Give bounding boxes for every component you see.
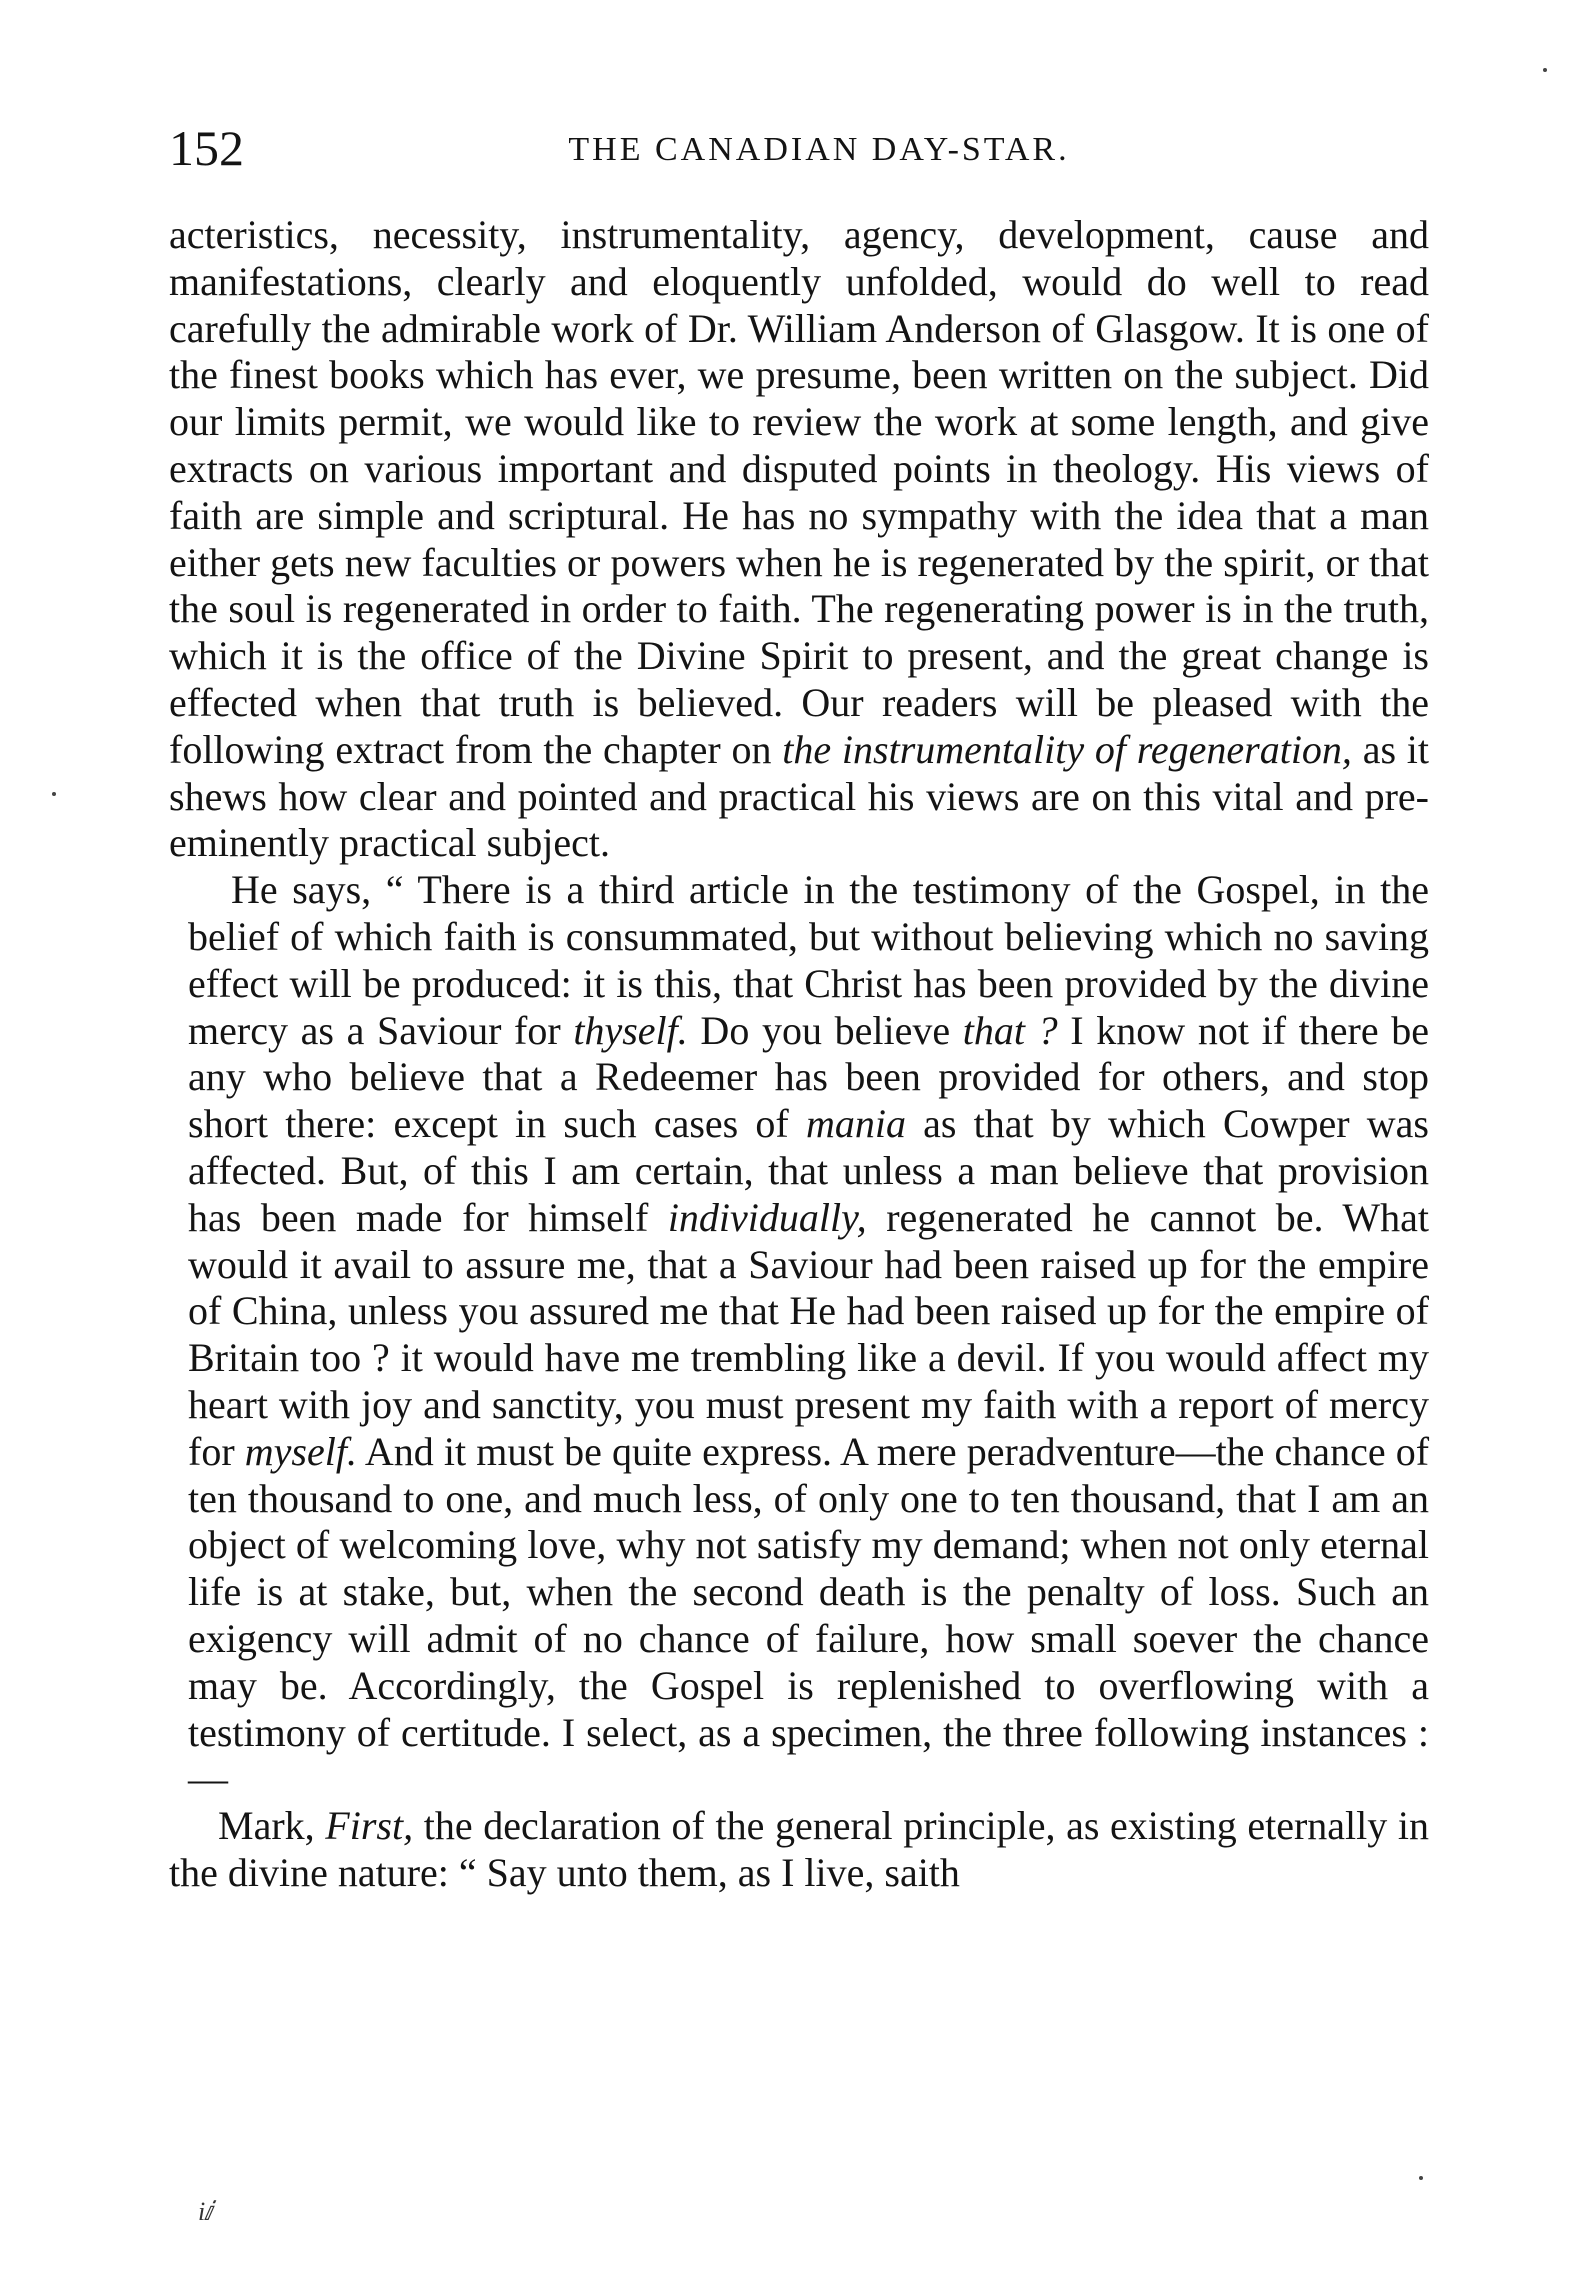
paragraph-1-text: acteristics, necessity, instrumentality, agency, development, cause and manifestations, clearly and eloquently unfolded, would do well to read carefully the admirable work of Dr. William Anderson of Glasgow. It is one of the finest books which has ever, we presume, been written on the subject. Did our limits permit, we would like to review the work at some length, and give extracts on various important and disputed points in theology. His views of faith are simple and scriptural. He has no sympathy with the idea that a man either gets new faculties or powers when he is regenerated by the spirit, or that the soul is regenerated in order to faith. The regenerating power is in the truth, which it is the office of the Divine Spirit to present, and the great change is effected when that truth is believed. Our readers will be pleased with the following extract from the chapter on bbox=[169, 212, 1429, 772]
quote-text: He says, “ There is a third article in the testimony of the Gospel, in the belief of which faith is consummated, but without believing which no saving effect will be produced: it is this, that Christ has been provided by the divine mercy as a Saviour for bbox=[188, 867, 1429, 1053]
emphasis: the instrumentality of regeneration, bbox=[782, 726, 1352, 772]
article-body bbox=[169, 212, 1429, 1897]
emphasis: individually, bbox=[667, 1194, 867, 1240]
ink-speck bbox=[1419, 2176, 1423, 2180]
ink-speck bbox=[52, 792, 56, 796]
paragraph-1-text: as it shews how clear and pointed and practical his views are on this vital and pre-eminently practical subject. bbox=[169, 726, 1430, 866]
ink-speck bbox=[1543, 68, 1547, 72]
page-number: 152 bbox=[169, 120, 244, 176]
paragraph-3-text: the declaration of the general principle, as existing eternally in the divine nature: “ Say unto them, as I live, saith bbox=[169, 1803, 1430, 1895]
page-header bbox=[169, 118, 1429, 178]
paragraph-3 bbox=[169, 1803, 1429, 1897]
running-title: THE CANADIAN DAY-STAR. bbox=[568, 131, 1070, 168]
emphasis: that ? bbox=[962, 1007, 1058, 1053]
emphasis: myself. bbox=[244, 1428, 357, 1474]
paragraph-1 bbox=[169, 212, 1429, 867]
quote-text: And it must be quite express. A mere peradventure—the chance of ten thousand to one, and much less, of only one to ten thousand, that I am an object of welcoming love, why not satisfy my demand; when not only eternal life is at stake, but, when the second death is the penalty of loss. Such an exigency will admit of no chance of failure, how small soever the chance may be. Accordingly, the Gospel is replenished to overflowing with a testimony of certitude. I select, as a specimen, the three following instances :— bbox=[188, 1428, 1430, 1802]
quote-text: I know not if there be any who believe that a Redeemer has been provided for others, and stop short there: except in such cases of bbox=[188, 1007, 1430, 1147]
paragraph-3-text: Mark, bbox=[218, 1803, 326, 1849]
emphasis: mania bbox=[805, 1101, 906, 1147]
printer-catchword: iⅈ bbox=[198, 2197, 211, 2226]
emphasis: First, bbox=[325, 1803, 414, 1849]
emphasis: thyself. bbox=[573, 1007, 688, 1053]
paragraph-2 bbox=[169, 867, 1429, 1803]
quote-text: as that by which Cowper was affected. But, of this I am certain, that unless a man believe that provision has been made for himself bbox=[188, 1101, 1430, 1240]
quote-text: Do you believe bbox=[687, 1007, 963, 1053]
quote-text: regenerated he cannot be. What would it avail to assure me, that a Saviour had been raised up for the empire of China, unless you assured me that He had been raised up for the empire of Britain too ? it would have me trembling like a devil. If you would affect my heart with joy and sanctity, you must present my faith with a report of mercy for bbox=[188, 1194, 1429, 1474]
